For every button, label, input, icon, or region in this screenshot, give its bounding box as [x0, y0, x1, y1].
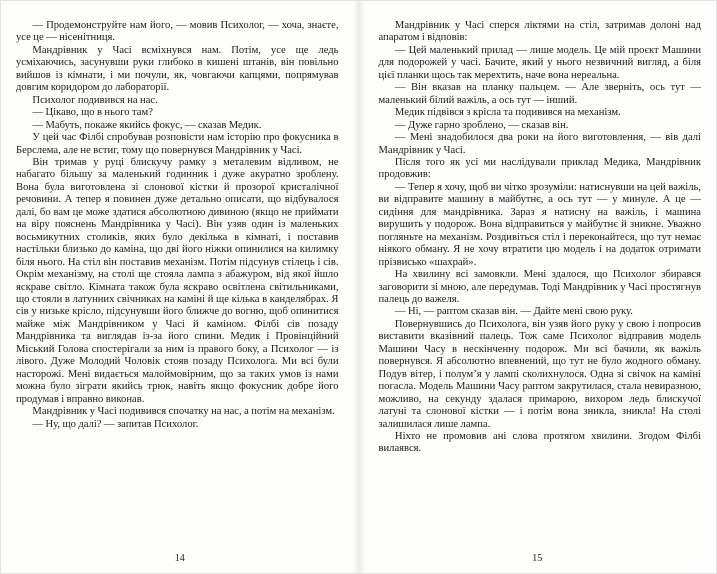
- paragraph: — Ні, — раптом сказав він. — Дайте мені свою руку.: [394, 306, 633, 318]
- paragraph: — Продемонструйте нам його, — мовив Психолог, — хоча, знаєте, усе це — нісенітниця.: [16, 20, 339, 44]
- paragraph: Мандрівник у Часі всміхнувся нам. Потім, усе ще ледь усміхаючись, засунувши руки глибоко в кишені штанів, він повільно вийшов із кімнати, і ми почули, як, човгаючи капцями, попрямував довгим коридором до лабораторії.: [16, 44, 339, 94]
- paragraph: На хвилину всі замовкли. Мені здалося, що Психолог збирався заговорити зі мною, але передумав. Тоді Мандрівник у Часі простягнув палець до важеля.: [378, 269, 701, 305]
- page-number-left: 14: [174, 553, 185, 564]
- paragraph: — Цікаво, що в нього там?: [32, 107, 153, 119]
- paragraph: — Ну, що далі? — запитав Психолог.: [32, 418, 199, 430]
- paragraph: Ніхто не промовив ані слова протягом хвилини. Згодом Філбі вилаявся.: [378, 430, 701, 455]
- paragraph: Медик підвівся з крісла та подивився на механізм.: [394, 107, 621, 119]
- paragraph: Він тримав у руці блискучу рамку з металевим відливом, не набагато більшу за маленький годинник і дуже акуратно зроблену. Вона була виготовлена зі слонової кістки й прозорої кристалічної речовини. А тепер я повинен дуже детально описати, що відбувалося далі, бо вам це може здатися абсолютною дивиною (якщо не приймати на віру пояснень Мандрівника у Часі). Він узяв один із маленьких восьмикутних столиків, яких було декілька в кімнаті, і поставив настільки близько до каміна, що дві його ніжки опинилися на килимку біля нього. На стіл він поставив механізм. Потім підсунув стілець і сів. Окрім механізму, на столі ще стояла лампа з абажуром, від якої йшло яскраве світло. Кімната також була яскраво освітлена світильниками, що стояли в латунних свічниках на каміні й ще кілька в канделябрах. Я сів у низьке крісло, підсунувши його ближче до вогню, щоб опинитися майже між Мандрівником у Часі й каміном. Філбі сів позаду Мандрівника та виглядав із-за його спини. Медик і Провінційний Міський Голова спостерігали за ним із правого боку, а Психолог — із лівого. Дуже Молодий Чоловік стояв позаду Психолога. Ми всі були насторожі. Мені видається малоймовірним, що за таких умов із нами можна було зіграти якийсь трюк, навіть якщо фокусник добре його продумав і вправно виконав.: [16, 156, 339, 405]
- paragraph: — Він вказав на планку пальцем. — Але зверніть, ось тут — маленький білий важіль, а ось тут — інший.: [378, 82, 701, 106]
- paragraph: — Мені знадобилося два роки на його виготовлення, — вів далі Мандрівник у Часі.: [378, 132, 701, 156]
- paragraph: Після того як усі ми наслідували приклад Медика, Мандрівник продовжив:: [378, 156, 701, 181]
- page-right-text: [379, 20, 702, 456]
- paragraph: — Тепер я хочу, щоб ви чітко зрозуміли: натиснувши на цей важіль, ви відправите машину в майбутнє, а ось тут — у минуле. А це — сидіння для мандрівника. Зараз я натисну на важіль, і машина вирушить у подорож. Вона відправиться у майбутнє й зникне. Уважно погляньте на механізм. Роздивіться стіл і переконайтеся, що тут немає ніякого обману. Я не хочу втратити цю модель і на додаток отримати прізвисько «шахрай».: [378, 181, 701, 268]
- paragraph: Психолог подивився на нас.: [32, 94, 158, 106]
- page-left: [1, 1, 359, 573]
- paragraph: У цей час Філбі спробував розповісти нам історію про фокусника в Берслема, але не встиг, тому що повернувся Мандрівник у Часі.: [16, 132, 339, 156]
- paragraph: Мандрівник у Часі подивився спочатку на нас, а потім на механізм.: [32, 406, 335, 418]
- paragraph: — Цей маленький прилад — лише модель. Це мій проєкт Машини для подорожей у часі. Бачите, який у нього незвичний вигляд, а біля цієї планки щось так мерехтить, наче вона нереальна.: [378, 44, 701, 81]
- paragraph: Повернувшись до Психолога, він узяв його руку у свою і попросив виставити вказівний палець. Тож саме Психолог відправив модель Машини Часу в нескінченну подорож. Ми всі бачили, як важіль повернувся. Я абсолютно впевнений, що тут не було жодного обману. Подув вітер, і полум’я у лампі сколихнулося. Одна зі свічок на каміні погасла. Модель Машини Часу раптом закрутилася, стала невиразною, можливо, на секунду здалася примарою, вихором ледь блискучої латуні та слонової кістки — і потім вона зникла, зникла! На столі залишилася лише лампа.: [378, 318, 701, 430]
- paragraph: — Дуже гарно зроблено, — сказав він.: [394, 119, 569, 131]
- paragraph: — Мабуть, покаже якийсь фокус, — сказав Медик.: [32, 119, 262, 131]
- page-left-text: [16, 20, 339, 431]
- page-number-right: 15: [532, 553, 543, 564]
- paragraph: Мандрівник у Часі сперся ліктями на стіл, затримав долоні над апаратом і відповів:: [378, 20, 701, 44]
- page-right: [359, 1, 717, 573]
